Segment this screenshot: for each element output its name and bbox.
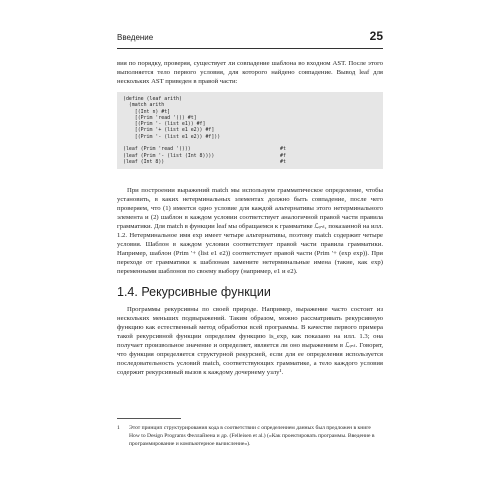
paragraph-intro-text: вия по порядку, проверяя, существует ли совпадение шаблона во входном AST. После этого выполняется тело первого условия, для которого найдено совпадение. Вывод leaf для нескольких AST приведен в правой части: bbox=[117, 60, 383, 85]
code-line-text: [(Prim '- (list e1 e2)) #f])) bbox=[123, 133, 221, 140]
paragraph-match bbox=[117, 186, 383, 276]
running-header bbox=[117, 29, 383, 49]
footnote bbox=[117, 424, 383, 449]
code-line-result: #t bbox=[280, 158, 286, 165]
code-line bbox=[123, 159, 377, 165]
code-line-result: #f bbox=[280, 152, 286, 159]
code-line-result: #t bbox=[280, 146, 286, 153]
paragraph-intro bbox=[117, 59, 383, 86]
code-line-text: [(Int n) #t] bbox=[123, 108, 171, 115]
code-line-text: [(Prim '- (list e1)) #f] bbox=[123, 121, 206, 128]
code-line-text: (leaf (Prim '- (list (Int 8)))) bbox=[123, 152, 215, 159]
code-line-text: (match arith bbox=[123, 102, 165, 109]
header-title: Введение bbox=[117, 33, 154, 42]
footnote-divider bbox=[117, 418, 181, 419]
code-line-text: (define (leaf arith) bbox=[123, 96, 182, 102]
footnote-text: Этот принцип структурирования кода в соответствии с определением данных был предложен в книге How to Design Programs Феллайзена и др. (Felleisen et al.) («Как проектировать программы. Введение в программирование и компьютерное вычисление»). bbox=[129, 425, 375, 448]
paragraph-recursion-text: Программы рекурсивны по своей природе. Например, выражение часто состоит из нескольких меньших подвыражений. Таким образом, можно рассматривать рекурсивную функцию как естественный метод обработки всей программы. В качестве первого примера такой рекурсивной функции определим функцию is_exp, как показано на илл. 1.3; она получает произвольное значение и определяет, является ли оно выражением в ℒᵢₙₜ. Говорят, что функция определяется структурной рекурсией, если для ее определения используется последовательность условий match, соответствующих грамматике, а тело каждого условия содержит рекурсивный вызов к каждому дочернему узлу¹. bbox=[117, 306, 383, 376]
code-line-text: [(Prim 'read '()) #t] bbox=[123, 114, 197, 121]
code-line-text: (leaf (Int 8)) bbox=[123, 158, 165, 165]
code-line-text: [(Prim '+ (list e1 e2)) #f] bbox=[123, 127, 215, 134]
code-line-text: (leaf (Prim 'read '())) bbox=[123, 146, 191, 153]
page-number: 25 bbox=[369, 29, 383, 43]
footnote-number: 1 bbox=[117, 425, 120, 431]
paragraph-recursion bbox=[117, 305, 383, 377]
section-heading: 1.4. Рекурсивные функции bbox=[117, 285, 271, 299]
code-listing bbox=[117, 92, 383, 169]
paragraph-match-text: При построении выражений match мы используем грамматическое определение, чтобы установить, в каких нетерминальных элементах должно быть совпадение, после чего проверяем, что (1) имеется одно условие для каждой альтернативы этого нетерминального элемента и (2) шаблон в каждом условии соответствует аналогичной правой части правила грамматики. Для match в функции leaf мы обращаемся к грамматике ℒᵢₙₜ, показанной на илл. 1.2. Нетерминальное имя exp имеет четыре альтернативы, поэтому match содержит четыре условия. Шаблон в каждом условии соответствует правой части правила грамматики. Например, шаблон (Prim '+ (list e1 e2)) соответствует правой части (Prim '+ (exp exp)). При переходе от грамматики к шаблонам замените нетерминальные имена (такие, как exp) переменными шаблонов по своему выбору (например, e1 и e2). bbox=[117, 187, 383, 275]
